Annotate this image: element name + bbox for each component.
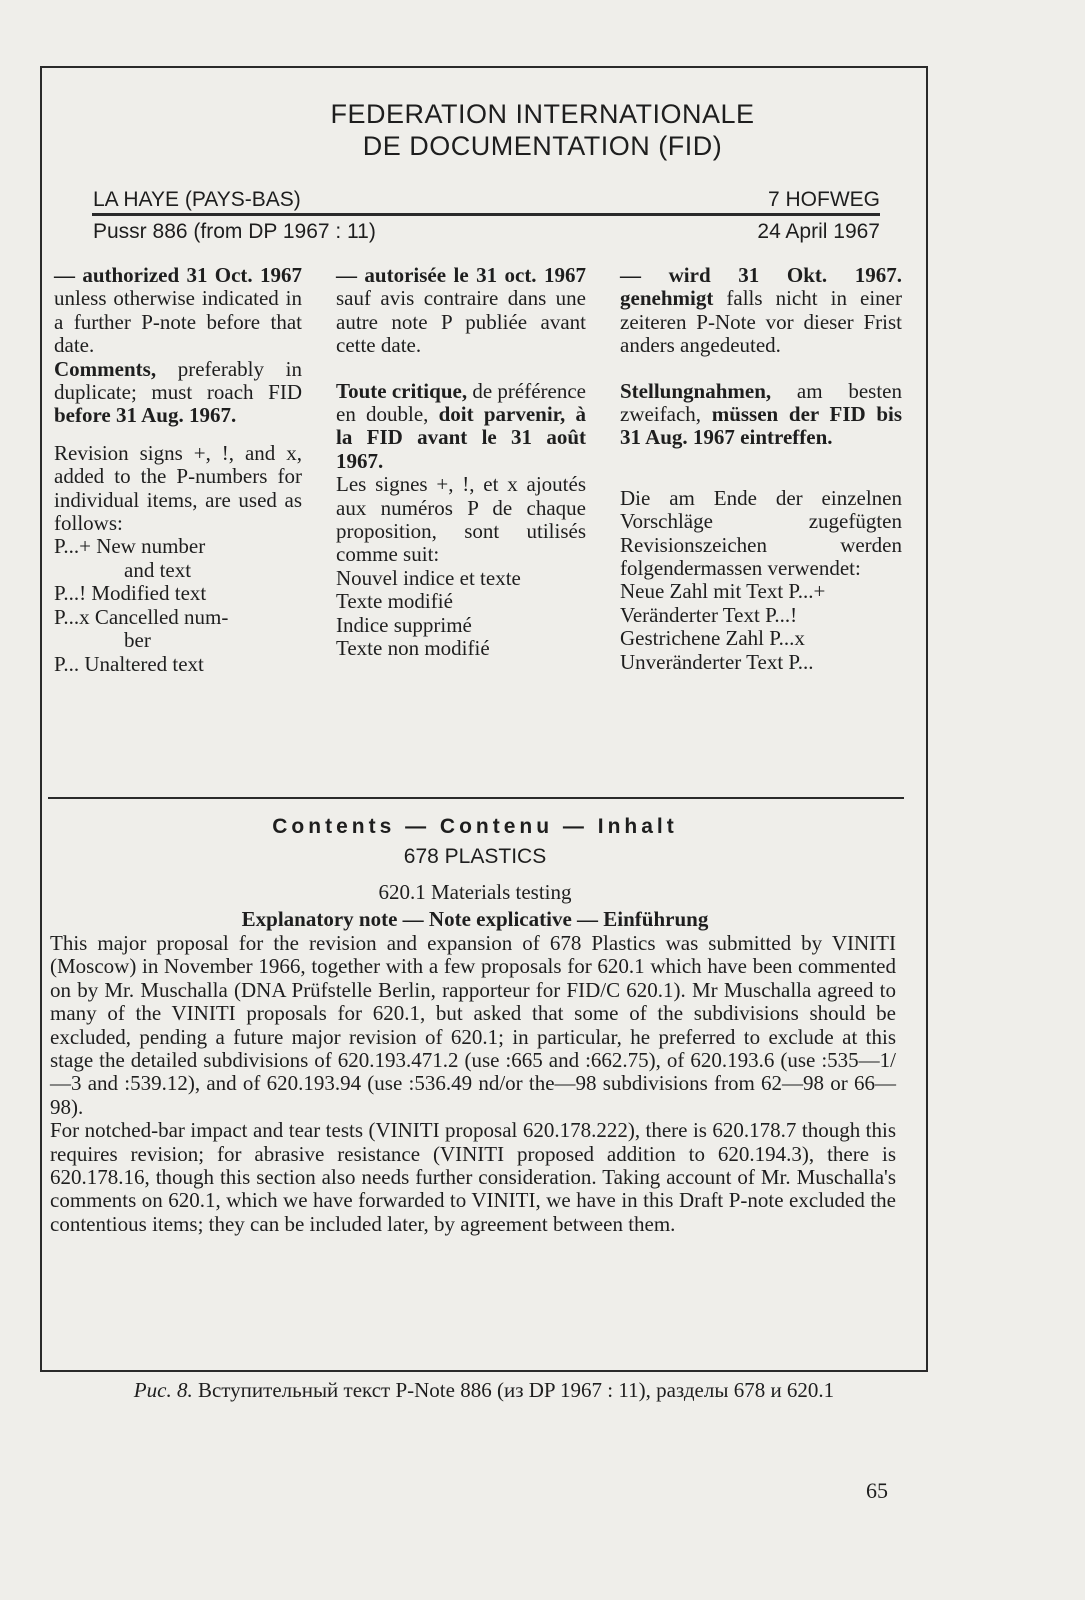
legend-en: P...+ New number and text P...! Modified text P...x Cancelled num- ber P... Unaltered text — [54, 534, 229, 676]
comments-de: Stellungnahmen, am besten zweifach, müssen der FID bis 31 Aug. 1967 eintreffen. — [620, 378, 903, 450]
section-divider — [48, 797, 904, 799]
authorization-fr: — autorisée le 31 oct. 1967 sauf avis contraire dans une autre note P publiée avant cette date. — [336, 263, 586, 358]
location: LA HAYE (PAYS-BAS) — [93, 188, 301, 211]
explanatory-note-heading: Explanatory note — Note explicative — Einführung — [241, 907, 709, 931]
note-paragraph-2: For notched-bar impact and tear tests (VINITI proposal 620.178.222), there is 620.178.7 though this requires revision; for abrasive resistance (VINITI proposed addition to 620.194.3), there is 620.178.16, though this section also needs further consideration. Taking account of Mr. Muschalla's comments on 620.1, which we have forwarded to VINITI, we have in this Draft P-note excluded the contentious items; they can be included later, by agreement between them. — [50, 1118, 896, 1236]
section-title: 678 PLASTICS — [403, 845, 547, 868]
revision-en: Revision signs +, !, and x, added to the P-numbers for individual items, are used as follows: — [54, 440, 302, 536]
title-line-1: FEDERATION INTERNATIONALE — [330, 99, 755, 129]
header-rule — [92, 213, 880, 216]
comments-en: Comments, preferably in duplicate; must roach FID before 31 Aug. 1967. — [54, 356, 302, 428]
pussr-reference: Pussr 886 (from DP 1967 : 11) — [93, 220, 376, 243]
subsection-title: 620.1 Materials testing — [378, 880, 572, 904]
authorization-de: — wird 31 Okt. 1967. genehmigt falls nicht in einer zeiteren P-Note vor dieser Frist anders angedeuted. — [620, 263, 902, 358]
column-english — [54, 264, 302, 676]
column-french — [336, 264, 586, 661]
note-paragraph-1: This major proposal for the revision and expansion of 678 Plastics was submitted by VINITI (Moscow) in November 1966, together with a few proposals for 620.1 which have been commented on by Mr. Muschalla (DNA Prüfstelle Berlin, rapporteur for FID/C 620.1). Mr Muschalla agreed to many of the VINITI proposals for 620.1, but asked that some of the subdivisions should be excluded, pending a future major revision of 620.1; in particular, he preferred to exclude at this stage the detailed subdivisions of 620.193.471.2 (use :665 and :662.75), of 620.193.6 (use :535—1/—3 and :539.12), and of 620.193.94 (use :536.49 nd/or the—98 subdivisions from 62—98 or 66—98). — [50, 931, 896, 1119]
authorization-en: — authorized 31 Oct. 1967 unless otherwise indicated in a further P-note before that date. — [54, 263, 302, 358]
comments-fr: Toute critique, de préférence en double, doit parvenir, à la FID avant le 31 août 1967. — [336, 378, 587, 473]
figure-caption: Рис. 8. Вступительный текст P-Note 886 (из DP 1967 : 11), разделы 678 и 620.1 — [133, 1378, 835, 1402]
page-number: 65 — [866, 1478, 888, 1503]
revision-de: Die am Ende der einzelnen Vorschläge zugefügten Revisionszeichen werden folgendermassen verwendet: — [620, 485, 902, 581]
contents-heading: Contents — Contenu — Inhalt — [272, 815, 678, 838]
document-date: 24 April 1967 — [757, 220, 880, 243]
title-line-2: DE DOCUMENTATION (FID) — [362, 131, 723, 161]
legend-de: Neue Zahl mit Text P...+ Veränderter Text P...! Gestrichene Zahl P...x Unveränderter Text P... — [620, 579, 826, 674]
column-german — [620, 264, 902, 674]
revision-fr: Les signes +, !, et x ajoutés aux numéros P de chaque proposition, sont utilisés comme suit: — [336, 472, 586, 567]
address: 7 HOFWEG — [767, 188, 880, 211]
explanatory-note-body — [50, 932, 896, 1236]
legend-fr: Nouvel indice et texte Texte modifié Indice supprimé Texte non modifié — [336, 565, 521, 661]
frame-bottom-rule — [40, 1370, 928, 1372]
